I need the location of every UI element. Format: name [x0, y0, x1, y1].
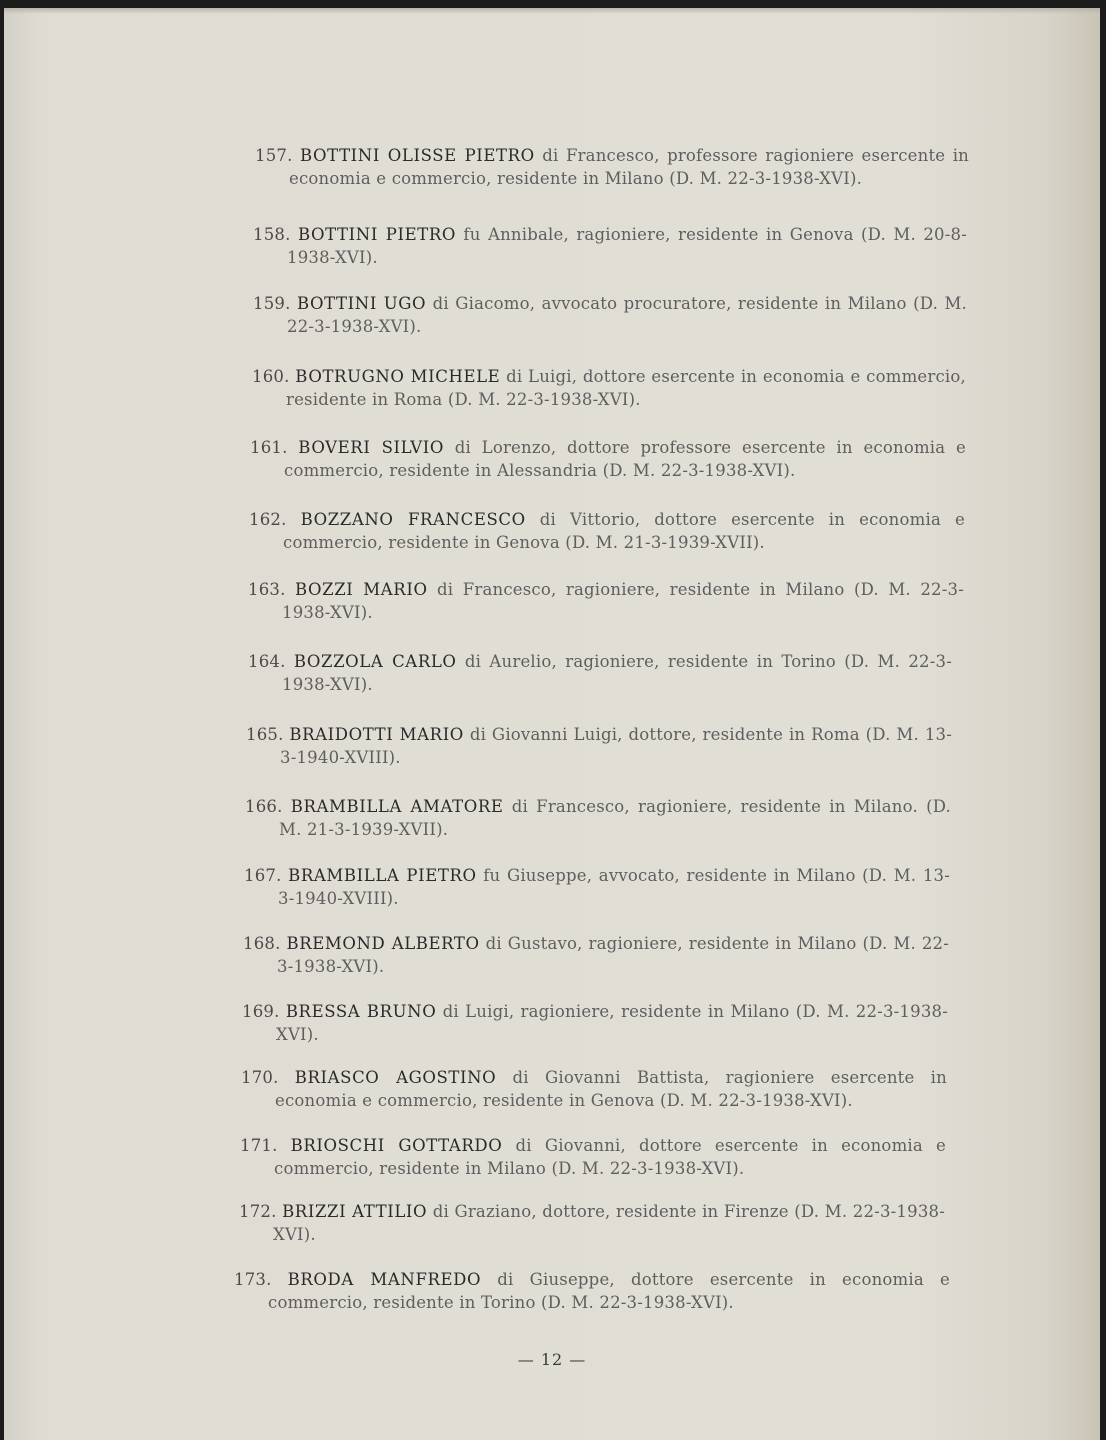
- entry-name: BRIOSCHI GOTTARDO: [290, 1136, 503, 1155]
- entry-157: [255, 144, 969, 190]
- entry-description: di Lorenzo, dottore professore esercente in economia e commercio, residente in Alessandria (D. M. 22-3-1938-XVI).: [284, 438, 967, 480]
- entry-167: [244, 864, 950, 910]
- entry-description: di Luigi, dottore esercente in economia e commercio, residente in Roma (D. M. 22-3-1938-XVI).: [286, 367, 966, 409]
- entry-name: BOZZI MARIO: [295, 580, 428, 599]
- page-number: — 12 —: [517, 1350, 587, 1369]
- entry-number: 168.: [243, 934, 281, 953]
- entry-description: di Giovanni Battista, ragioniere esercente in economia e commercio, residente in Genova (D. M. 22-3-1938-XVI).: [275, 1068, 947, 1110]
- entry-description: di Vittorio, dottore esercente in economia e commercio, residente in Genova (D. M. 21-3-1939-XVII).: [283, 510, 965, 552]
- entry-name: BRAMBILLA AMATORE: [290, 797, 504, 816]
- entry-169: [242, 1000, 948, 1046]
- entry-name: BOVERI SILVIO: [298, 438, 444, 457]
- entry-172: [239, 1200, 945, 1246]
- entry-name: BOTTINI UGO: [296, 294, 427, 313]
- entry-name: BRIASCO AGOSTINO: [294, 1068, 497, 1087]
- entry-name: BOZZOLA CARLO: [293, 652, 457, 671]
- entry-description: fu Annibale, ragioniere, residente in Genova (D. M. 20-8-1938-XVI).: [287, 225, 967, 267]
- entry-number: 172.: [239, 1202, 277, 1221]
- entry-171: [240, 1134, 946, 1180]
- page-edge-shadow: [4, 8, 1100, 14]
- entry-name: BRIZZI ATTILIO: [282, 1202, 428, 1221]
- entry-number: 159.: [253, 294, 291, 313]
- entry-number: 158.: [253, 225, 291, 244]
- entry-description: di Giovanni, dottore esercente in economia e commercio, residente in Milano (D. M. 22-3-1938-XVI).: [274, 1136, 946, 1178]
- entry-number: 164.: [248, 652, 286, 671]
- entry-number: 161.: [250, 438, 288, 457]
- entry-170: [241, 1066, 947, 1112]
- entry-name: BRESSA BRUNO: [285, 1002, 437, 1021]
- entry-description: di Gustavo, ragioniere, residente in Milano (D. M. 22-3-1938-XVI).: [277, 934, 950, 976]
- entry-name: BOTRUGNO MICHELE: [295, 367, 501, 386]
- entry-number: 165.: [246, 725, 284, 744]
- entry-162: [249, 508, 965, 554]
- entry-number: 166.: [245, 797, 283, 816]
- entry-description: di Giovanni Luigi, dottore, residente in Roma (D. M. 13-3-1940-XVIII).: [280, 725, 952, 767]
- entry-159: [253, 292, 967, 338]
- entry-160: [252, 365, 966, 411]
- entry-168: [243, 932, 949, 978]
- entry-165: [246, 723, 952, 769]
- entry-number: 167.: [244, 866, 282, 885]
- entry-173: [234, 1268, 950, 1314]
- entry-description: di Francesco, ragioniere, residente in Milano (D. M. 22-3-1938-XVI).: [282, 580, 964, 622]
- entry-number: 163.: [248, 580, 286, 599]
- entry-158: [253, 223, 967, 269]
- entry-description: fu Giuseppe, avvocato, residente in Milano (D. M. 13-3-1940-XVIII).: [278, 866, 950, 908]
- entry-163: [248, 578, 964, 624]
- entry-name: BREMOND ALBERTO: [286, 934, 480, 953]
- entry-number: 162.: [249, 510, 287, 529]
- entry-description: di Graziano, dottore, residente in Firenze (D. M. 22-3-1938-XVI).: [273, 1202, 945, 1244]
- entry-number: 160.: [252, 367, 290, 386]
- entry-name: BRAIDOTTI MARIO: [289, 725, 464, 744]
- entry-161: [250, 436, 966, 482]
- entry-name: BRAMBILLA PIETRO: [288, 866, 477, 885]
- entry-name: BOTTINI PIETRO: [297, 225, 456, 244]
- entry-name: BRODA MANFREDO: [287, 1270, 482, 1289]
- entry-164: [248, 650, 952, 696]
- entry-number: 170.: [241, 1068, 279, 1087]
- entry-description: di Francesco, professore ragioniere esercente in economia e commercio, residente in Milano (D. M. 22-3-1938-XVI).: [289, 146, 969, 188]
- entry-description: di Giacomo, avvocato procuratore, residente in Milano (D. M. 22-3-1938-XVI).: [287, 294, 967, 336]
- entry-description: di Francesco, ragioniere, residente in Milano. (D. M. 21-3-1939-XVII).: [279, 797, 951, 839]
- entry-name: BOZZANO FRANCESCO: [300, 510, 526, 529]
- entry-number: 157.: [255, 146, 293, 165]
- entry-name: BOTTINI OLISSE PIETRO: [300, 146, 535, 165]
- entry-number: 169.: [242, 1002, 280, 1021]
- document-page: [4, 8, 1100, 1440]
- entry-description: di Aurelio, ragioniere, residente in Torino (D. M. 22-3-1938-XVI).: [282, 652, 952, 694]
- entry-number: 171.: [240, 1136, 278, 1155]
- entry-description: di Giuseppe, dottore esercente in economia e commercio, residente in Torino (D. M. 22-3-1938-XVI).: [268, 1270, 950, 1312]
- entry-number: 173.: [234, 1270, 272, 1289]
- entry-166: [245, 795, 951, 841]
- entry-description: di Luigi, ragioniere, residente in Milano (D. M. 22-3-1938-XVI).: [276, 1002, 948, 1044]
